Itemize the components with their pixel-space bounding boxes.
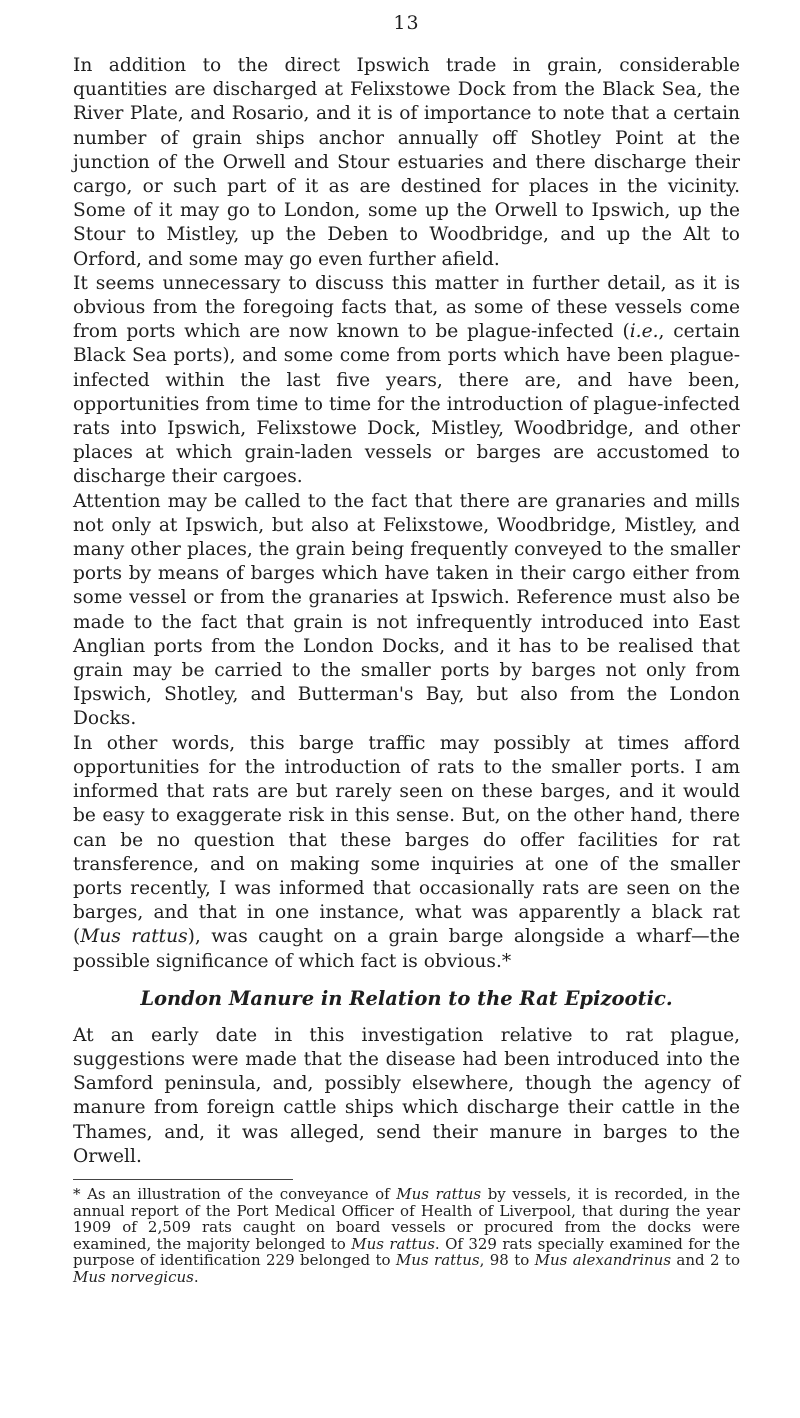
footnote-divider (73, 1179, 293, 1180)
italic-term: Mus rattus (351, 1234, 435, 1253)
italic-term: Mus rattus (80, 926, 188, 948)
paragraph-text: ), was caught on a grain barge alongside a wharf—the possible significance of which fact is obvious.* (73, 926, 740, 972)
footnote-text: , 98 to (479, 1251, 535, 1270)
paragraph-text: It seems unnecessary to discuss this matter in further detail, as it is obvious from the foregoing facts that, as some of these vessels come from ports which are now known to be plague-infected ( (73, 272, 740, 343)
paragraph-manure: At an early date in this investigation relative to rat plague, suggestions were made that the disease had been introduced into the Samford peninsula, and, possibly elsewhere, though the agency of manure from foreign cattle ships which discharge their cattle in the Thames, and, it was alleged, send their manure in barges to the Orwell. (73, 1024, 740, 1167)
footnote-text: As an illustration of the conveyance of (80, 1184, 397, 1203)
paragraph-plague-infected-ports (73, 272, 740, 490)
paragraph-granaries: Attention may be called to the fact that there are granaries and mills not only at Ipswich, but also at Felixstowe, Woodbridge, Mistley, and many other places, the grain being frequently conveyed to the smaller ports by means of barges which have taken in their cargo either from some vessel or from the granaries at Ipswich. Reference must also be made to the fact that grain is not infrequently introduced into East Anglian ports from the London Docks, and it has to be realised that grain may be carried to the smaller ports by barges not only from Ipswich, Shotley, and Butterman's Bay, but also from the London Docks. (73, 490, 740, 730)
footnote-text: . (193, 1267, 199, 1286)
paragraph-grain-trade: In addition to the direct Ipswich trade in grain, considerable quantities are discharged at Felixstowe Dock from the Black Sea, the River Plate, and Rosario, and it is of importance to note that a certain number of grain ships anchor annually off Shotley Point at the junction of the Orwell and Stour estuaries and there discharge their cargo, or such part of it as are destined for places in the vicinity. Some of it may go to London, some up the Orwell to Ipswich, up the Stour to Mistley, up the Deben to Woodbridge, and up the Alt to Orford, and some may go even further afield. (73, 55, 740, 270)
paragraph-text: , certain Black Sea ports), and some come from ports which have been plague-infected within the last five years, there are, and have been, opportunities from time to time for the introduction of plague-infected rats into Ipswich, Felixstowe Dock, Mistley, Woodbridge, and other places at which grain-laden vessels or barges are accustomed to discharge their cargoes. (73, 321, 740, 488)
footnote-text: . Of 329 rats specially examined for the purpose of identification 229 belonged to (73, 1234, 740, 1270)
section-heading: London Manure in Relation to the Rat Epizootic. (140, 986, 673, 1010)
body-text (73, 54, 740, 1286)
italic-term: Mus alexandrinus (534, 1251, 672, 1270)
italic-term: Mus norvegicus (73, 1267, 194, 1286)
footnote-marker: * (73, 1184, 81, 1203)
italic-term: i.e. (629, 321, 659, 343)
footnote-text: by vessels, it is recorded, in the annual report of the Port Medical Officer of Health of Liverpool, that during the year 1909 of 2,509 rats caught on board vessels or procured from the docks were examined, the majority belonged to (73, 1184, 741, 1253)
page-number: 13 (393, 12, 420, 34)
italic-term: Mus rattus (396, 1184, 482, 1203)
italic-term: Mus rattus (395, 1251, 480, 1270)
footnote (73, 1186, 740, 1286)
paragraph-barge-traffic (73, 732, 740, 974)
paragraph-text: In other words, this barge traffic may possibly at times afford opportunities for the introduction of rats to the smaller ports. I am informed that rats are but rarely seen on these barges, and it would be easy to exaggerate risk in this sense. But, on the other hand, there can be no question that these barges do offer facilities for rat transference, and on making some inquiries at one of the smaller ports recently, I was informed that occasionally rats are seen on the barges, and that in one instance, what was apparently a black rat ( (73, 732, 740, 948)
footnote-text: and 2 to (671, 1251, 740, 1270)
